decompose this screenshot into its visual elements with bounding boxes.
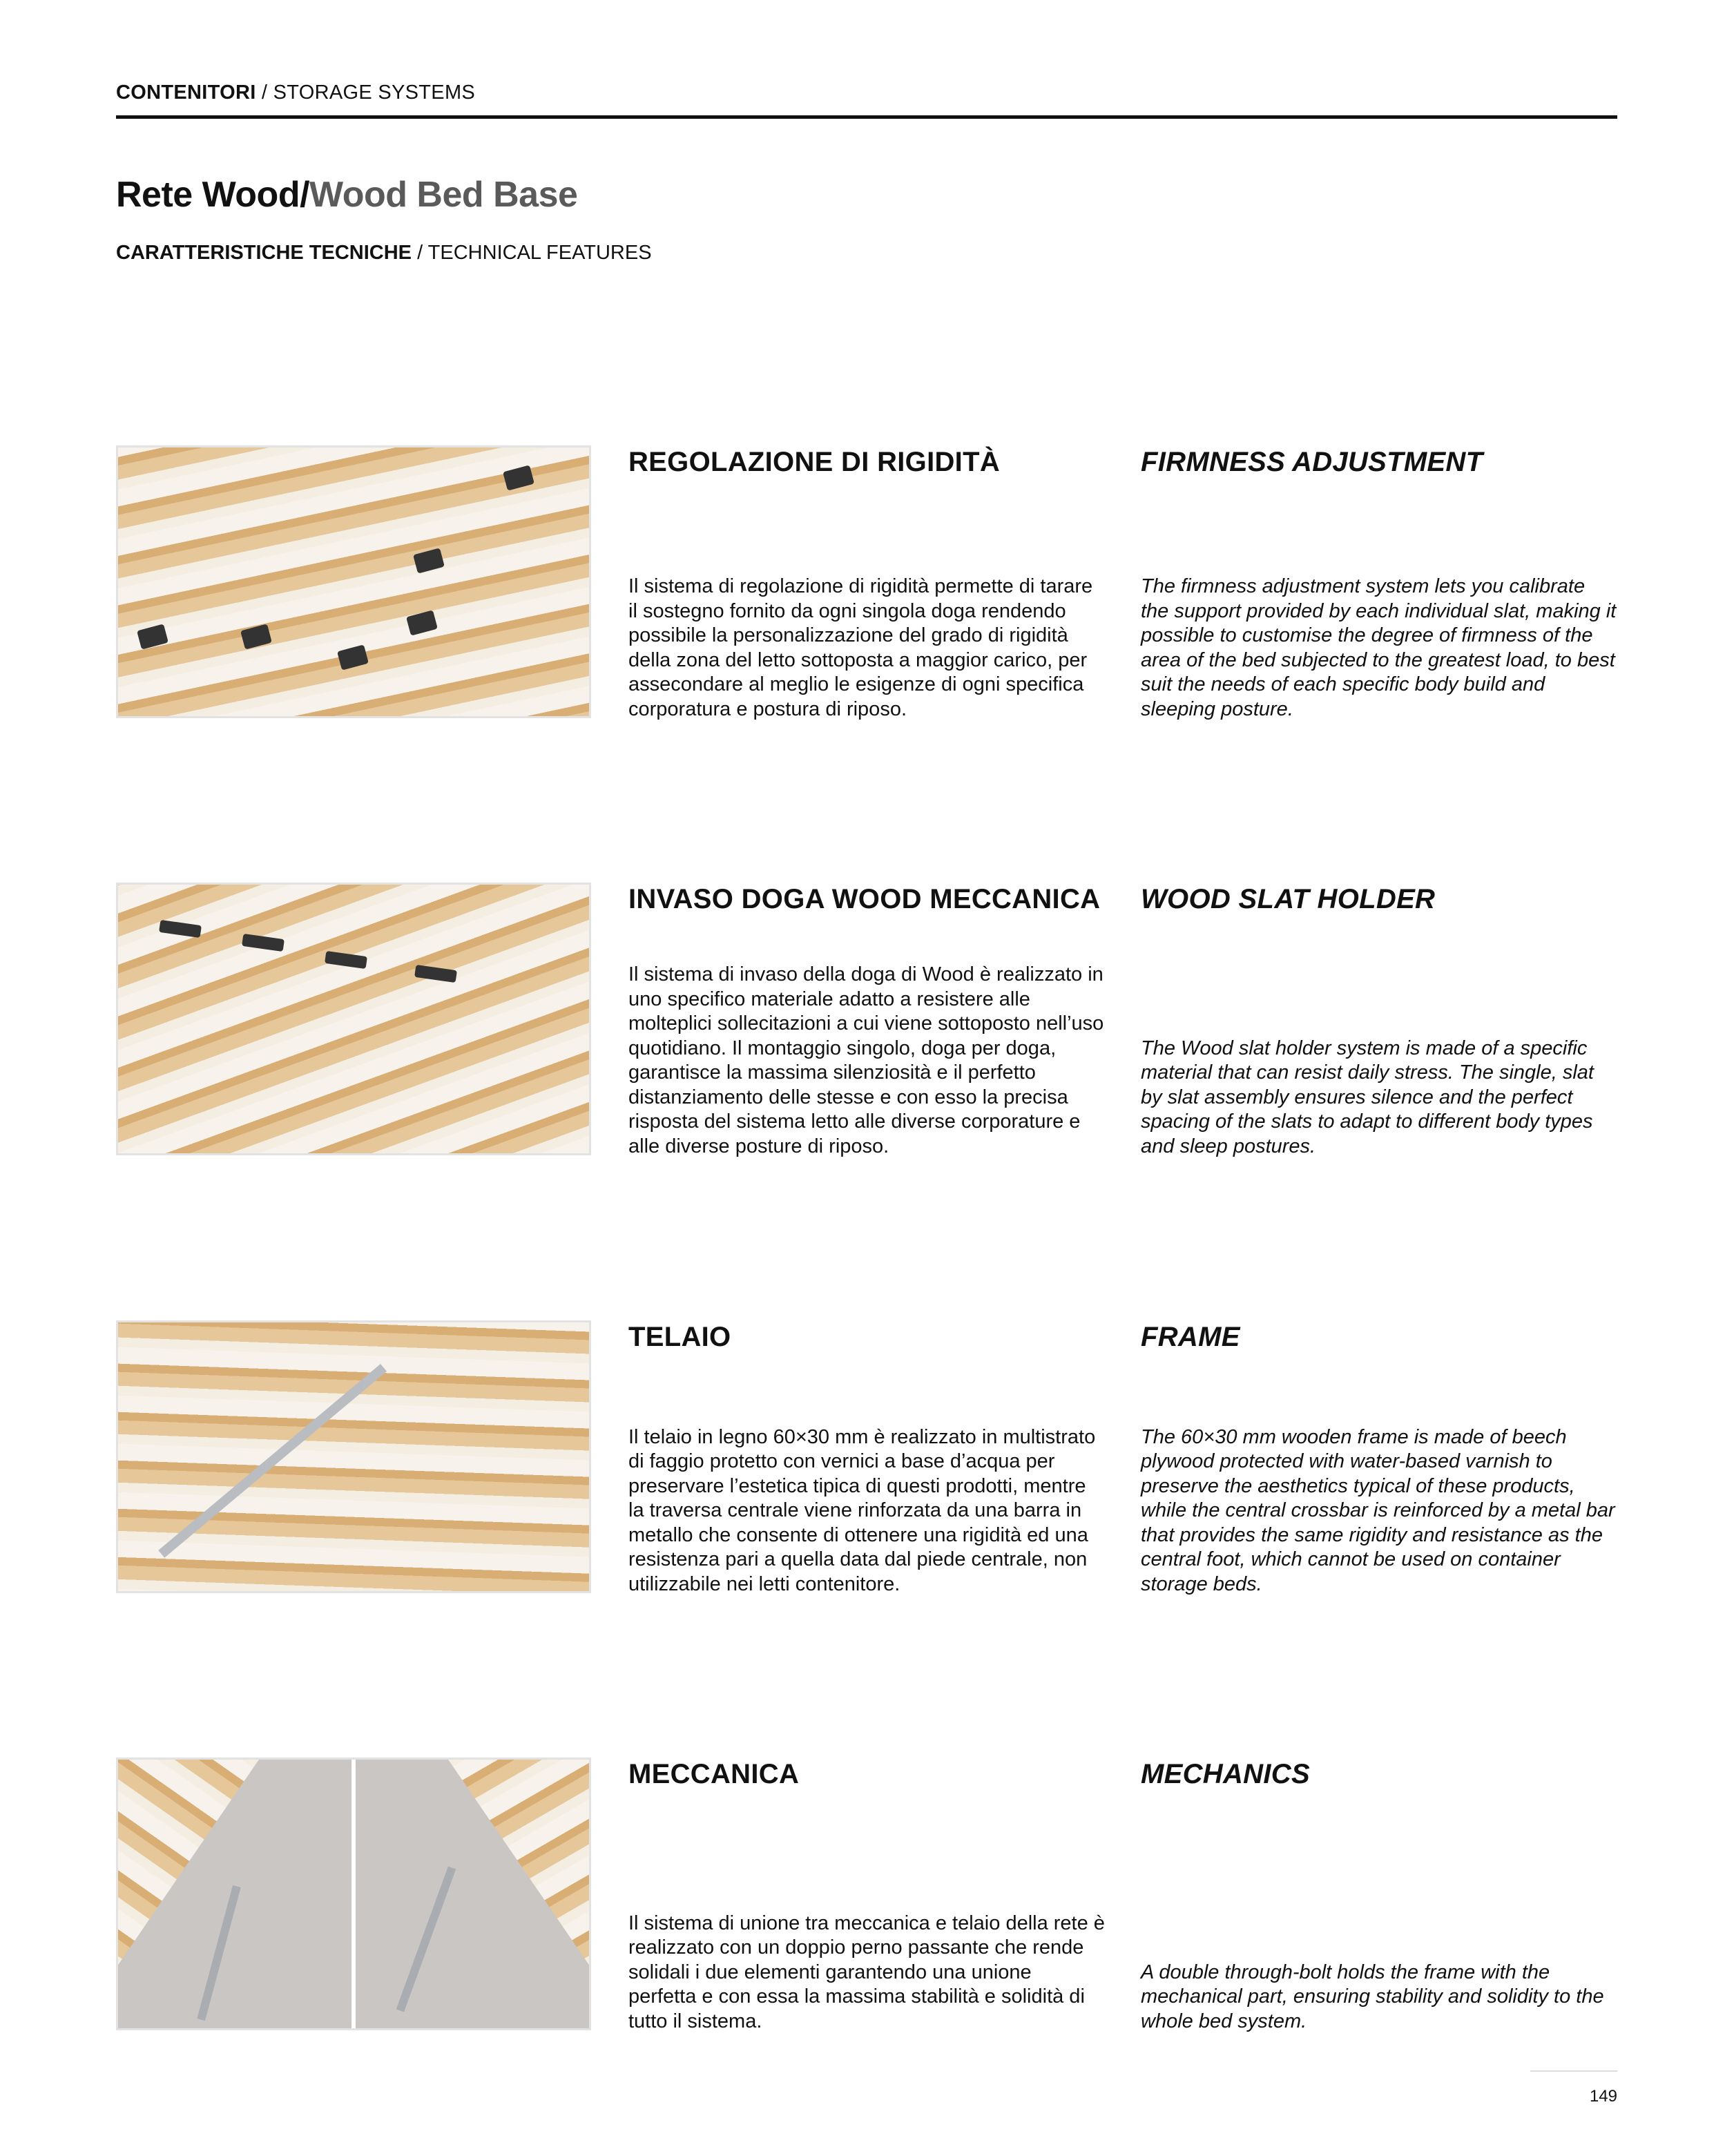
feature-heading-en: FIRMNESS ADJUSTMENT <box>1141 447 1483 477</box>
feature-body-en: The Wood slat holder system is made of a specific material that can resist daily stress. The single, slat by slat assembly ensures silence and the perfect spacing of the slats to adapt to different body types and sleep postures. <box>1141 1037 1594 1157</box>
header-rule <box>116 115 1617 119</box>
feature-body-en: The 60×30 mm wooden frame is made of beech plywood protected with water-based varnish to preserve the aesthetics typical of these products, while the central crossbar is reinforced by a metal bar that provides the same rigidity and resistance as the central foot, which cannot be used on container storage beds. <box>1141 1425 1615 1595</box>
breadcrumb-section-it: CONTENITORI <box>116 81 256 104</box>
feature-frame <box>116 1320 1617 1597</box>
feature-photo-frame <box>116 1320 591 1593</box>
feature-firmness-adjustment <box>116 445 1617 722</box>
feature-body-it: Il sistema di regolazione di rigidità permette di tarare il sostegno fornito da ogni singola doga rendendo possibile la personalizzazione del grado di rigidità della zona del letto sottoposta a maggior carico, per assecondare al meglio le esigenze di ogni specifica corporatura e postura di riposo. <box>628 575 1093 720</box>
feature-body-en: The firmness adjustment system lets you calibrate the support provided by each individual slat, making it possible to customise the degree of firmness of the area of the bed subjected to the greatest load, to best suit the needs of each specific body build and sleeping posture. <box>1141 575 1617 720</box>
feature-heading-it: TELAIO <box>628 1322 731 1352</box>
breadcrumb <box>116 81 475 104</box>
breadcrumb-section-en: / STORAGE SYSTEMS <box>261 81 476 104</box>
subtitle-en: / TECHNICAL FEATURES <box>417 242 652 264</box>
page-title <box>116 174 577 215</box>
page-subtitle <box>116 242 652 264</box>
feature-body-it: Il sistema di unione tra meccanica e telaio della rete è realizzato con un doppio perno passante che rende solidali i due elementi garantendo una unione perfetta e con essa la massima stabilità e solidità di tutto il sistema. <box>628 1912 1105 2032</box>
feature-body-it: Il sistema di invaso della doga di Wood è realizzato in uno specifico materiale adatto a resistere alle molteplici sollecitazioni a cui viene sottoposto nell’uso quotidiano. Il montaggio singolo, doga per doga, garantisce la massima silenziosità e il perfetto distanziamento delle stesse e con esso la precisa risposta del sistema letto alle diverse corporature e alle diverse posture di riposo. <box>628 963 1104 1157</box>
footer-rule <box>1530 2070 1617 2072</box>
feature-mechanics <box>116 1758 1617 2034</box>
title-en: Wood Bed Base <box>309 175 578 215</box>
feature-photo-slat-holder <box>116 883 591 1155</box>
feature-heading-it: INVASO DOGA WOOD MECCANICA <box>628 884 1101 914</box>
feature-photo-slat-clips <box>116 445 591 718</box>
page-number: 149 <box>1589 2087 1617 2106</box>
feature-body-it: Il telaio in legno 60×30 mm è realizzato in multistrato di faggio protetto con vernici a base d’acqua per preservare l’estetica tipica di questi prodotti, mentre la traversa centrale viene rinforzata da una barra in metallo che consente di ottenere una rigidità ed una resistenza pari a quella data dal piede centrale, non utilizzabile nei letti contenitore. <box>628 1425 1096 1595</box>
feature-heading-en: WOOD SLAT HOLDER <box>1141 884 1436 914</box>
feature-heading-en: MECHANICS <box>1141 1759 1310 1789</box>
feature-body-en: A double through-bolt holds the frame with the mechanical part, ensuring stability and solidity to the whole bed system. <box>1141 1961 1604 2032</box>
feature-heading-it: REGOLAZIONE DI RIGIDITÀ <box>628 447 1001 477</box>
feature-heading-it: MECCANICA <box>628 1759 800 1789</box>
title-it: Rete Wood/ <box>116 175 310 215</box>
feature-photo-mechanics <box>116 1758 591 2030</box>
feature-wood-slat-holder <box>116 883 1617 1159</box>
feature-heading-en: FRAME <box>1141 1322 1240 1352</box>
subtitle-it: CARATTERISTICHE TECNICHE <box>116 242 412 264</box>
